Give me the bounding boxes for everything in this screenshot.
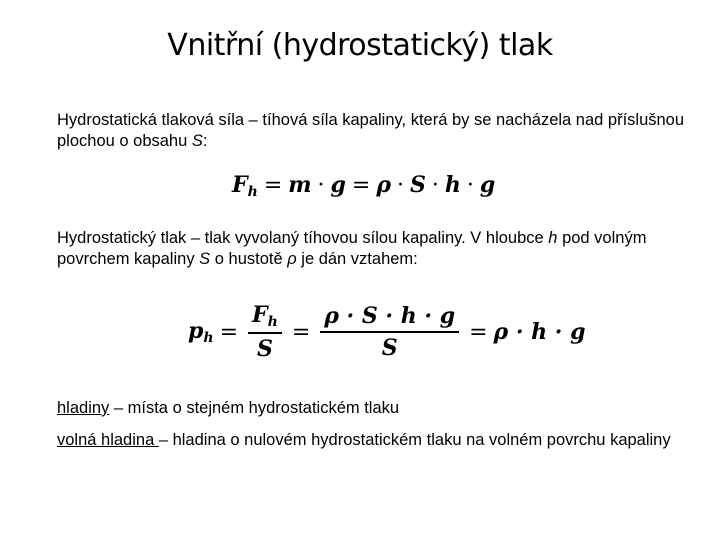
symbol-S: S <box>256 336 273 362</box>
punctuation: : <box>202 132 208 150</box>
equals-sign: = <box>263 173 283 198</box>
symbol-F: F <box>232 172 248 198</box>
term-volna-hladina: volná hladina <box>57 431 159 449</box>
subscript-h: h <box>203 330 214 346</box>
symbol-S: S <box>410 172 426 198</box>
symbol-m: m <box>288 172 312 198</box>
subscript-h: h <box>267 314 278 330</box>
var-h: h <box>548 229 558 247</box>
definition-isobaric-text: – místa o stejném hydrostatickém tlaku <box>109 399 400 417</box>
equals-sign: = <box>219 319 239 345</box>
symbol-g: g <box>330 172 346 198</box>
fraction-expanded <box>320 303 459 361</box>
dot-operator: · <box>466 173 474 198</box>
term-hladiny: hladiny <box>57 399 110 417</box>
formula-hydrostatic-pressure <box>188 302 586 362</box>
definition-isobaric-surfaces <box>57 398 697 419</box>
term-hydrostatic-force: Hydrostatická tlaková síla <box>57 111 245 129</box>
subscript-h: h <box>247 184 258 200</box>
definition-pressure-text: je dán vztahem: <box>296 250 418 268</box>
symbol-h: h <box>444 172 461 198</box>
definition-pressure <box>57 228 697 270</box>
equals-sign: = <box>291 319 311 345</box>
term-hydrostatic-pressure: Hydrostatický tlak <box>57 229 187 247</box>
var-rho: ρ <box>287 250 297 268</box>
definition-pressure-text: – tlak vyvolaný tíhovou sílou kapaliny. V hloubce <box>186 229 549 247</box>
equals-sign: = <box>469 319 488 345</box>
definition-force-text: – tíhová síla kapaliny, která by se nacházela nad příslušnou plochou o obsahu <box>57 111 685 150</box>
slide-title: Vnitřní (hydrostatický) tlak <box>167 28 553 63</box>
formula-hydrostatic-force <box>232 172 495 200</box>
symbol-p: p <box>188 318 204 344</box>
equals-sign: = <box>351 173 371 198</box>
definition-free-surface-text: – hladina o nulovém hydrostatickém tlaku na volném povrchu kapaliny <box>158 431 671 449</box>
symbol-F: F <box>252 302 268 328</box>
fraction-force-over-area <box>248 302 282 362</box>
symbol-rho: ρ <box>376 172 391 198</box>
dot-operator: · <box>431 173 439 198</box>
symbol-g: g <box>479 172 496 198</box>
var-S: S <box>191 132 203 150</box>
definition-pressure-text: pod volným povrchem kapaliny <box>57 229 647 268</box>
definition-force <box>57 110 697 152</box>
definition-free-surface <box>57 430 697 451</box>
definition-pressure-text: o hustotě <box>210 250 288 268</box>
symbol-S: S <box>381 335 398 361</box>
dot-operator: · <box>397 173 404 198</box>
var-S: S <box>199 250 211 268</box>
dot-operator: · <box>317 173 325 198</box>
formula-result: ρ · h · g <box>493 319 586 345</box>
numerator-expanded: ρ · S · h · g <box>324 303 456 329</box>
